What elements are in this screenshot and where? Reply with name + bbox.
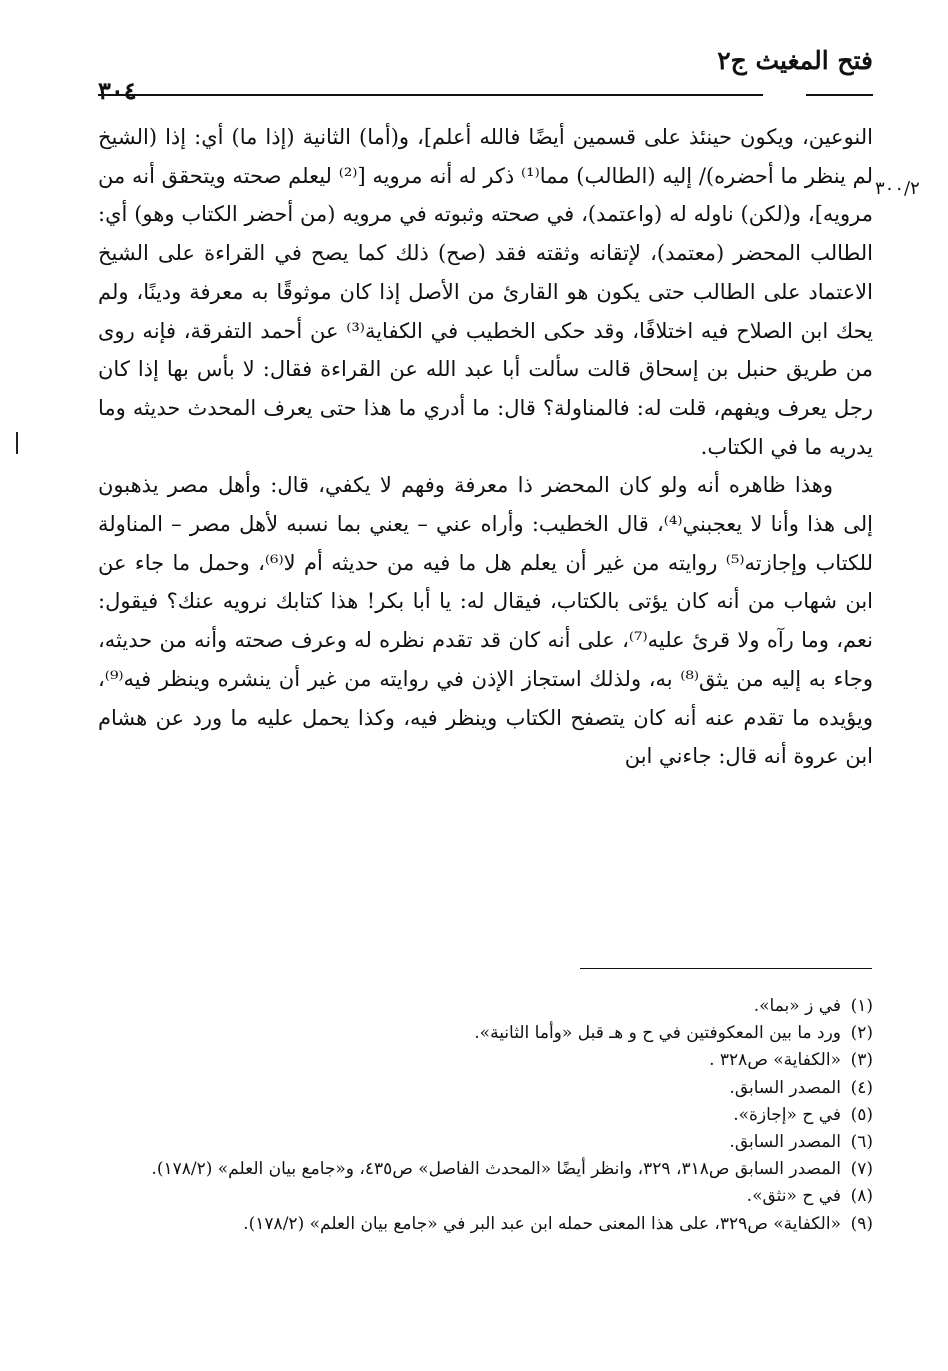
footnote-text: «الكفاية» ص٣٢٨ .	[709, 1050, 841, 1071]
footnote	[98, 1102, 873, 1129]
footnote-number: (٣)	[850, 1050, 873, 1071]
footnote-number: (١)	[850, 996, 873, 1016]
footnote	[98, 1075, 873, 1102]
footnote-number: (٤)	[850, 1077, 873, 1098]
footnotes	[98, 993, 873, 1238]
footnote-text: «الكفاية» ص٣٢٩، على هذا المعنى حمله ابن عبد البر في «جامع بيان العلم» (١٧٨/٢).	[243, 1213, 841, 1234]
footnote	[98, 1047, 873, 1074]
footnote-number: (٧)	[850, 1159, 873, 1180]
footnote-text: المصدر السابق ص٣١٨، ٣٢٩، وانظر أيضًا «المحدث الفاصل» ص٤٣٥، و«جامع بيان العلم» (١٧٨/٢).	[151, 1159, 841, 1180]
footnote-text: المصدر السابق.	[729, 1132, 841, 1153]
footnote	[98, 993, 873, 1020]
text-underline	[580, 968, 872, 969]
footnote	[98, 1183, 873, 1210]
footnote-number: (٢)	[850, 1023, 873, 1044]
footnote-number: (٩)	[850, 1213, 873, 1234]
page-header	[98, 46, 873, 105]
footnote-text: المصدر السابق.	[729, 1077, 841, 1098]
footnote	[98, 1156, 873, 1183]
footnote-text: في ح «نثق».	[746, 1186, 841, 1207]
book-title: فتح المغيث ج٢	[717, 46, 873, 75]
footnote-number: (٥)	[850, 1104, 873, 1125]
footnote-text: ورد ما بين المعكوفتين في ح و هـ قبل «وأما الثانية».	[474, 1023, 841, 1044]
footnote-text: في ح «إجازة».	[733, 1104, 841, 1125]
header-rule	[98, 94, 763, 96]
footnote	[98, 1020, 873, 1047]
footnote	[98, 1211, 873, 1238]
page-number: ٣٠٤	[98, 76, 137, 105]
paragraph-1: النوعين، ويكون حينئذ على قسمين أيضًا فالله أعلم]، و(أما) الثانية (إذا ما) أي: إذا (الشيخ لم ينظر ما أحضره)/ إليه (الطالب) مما⁽¹⁾ ذكر له أنه مرويه [⁽²⁾ ليعلم صحته ويتحقق أنه من مرويه]، و(لكن) ناوله له (واعتمد)، في صحته وثبوته في مرويه (من أحضر الكتاب وهو) أي: الطالب المحضر (معتمد)، لإتقانه وثقته فقد (صح) ذلك كما يصح في القراءة على الشيخ الاعتماد على الطالب حتى يكون هو القارئ من الأصل إذا كان موثوقًا به معرفة ودينًا، ولم يحك ابن الصلاح فيه اختلافًا، وقد حكى الخطيب في الكفاية⁽³⁾ عن أحمد التفرقة، فإنه روى من طريق حنبل بن إسحاق قالت سألت أبا عبد الله عن القراءة فقال: لا بأس بها إذا كان رجل يعرف ويفهم، قلت له: فالمناولة؟ قال: ما أدري ما هذا حتى يعرف المحدث حديثه وما يدريه ما في الكتاب.	[98, 125, 874, 459]
footnote-text: في ز «بما».	[753, 996, 841, 1016]
header-rule-short	[806, 94, 873, 96]
main-text	[98, 118, 873, 776]
scan-mark	[16, 432, 18, 454]
paragraph-2: وهذا ظاهره أنه ولو كان المحضر ذا معرفة وفهم لا يكفي، قال: وأهل مصر يذهبون إلى هذا وأنا لا يعجبني⁽⁴⁾، قال الخطيب: وأراه عني – يعني بما نسبه لأهل مصر – المناولة للكتاب وإجازته⁽⁵⁾ روايته من غير أن يعلم هل ما فيه من حديثه أم لا⁽⁶⁾، وحمل ما جاء عن ابن شهاب من أنه كان يؤتى بالكتاب، فيقال له: يا أبا بكر! هذا كتابك نرويه عنك؟ فيقول: نعم، وما رآه ولا قرئ عليه⁽⁷⁾، على أنه كان قد تقدم نظره له وعرف صحته وأنه من حديثه، وجاء به إليه من يثق⁽⁸⁾ به، ولذلك استجاز الإذن في روايته من غير أن ينشره وينظر فيه⁽⁹⁾، ويؤيده ما تقدم عنه أنه كان يتصفح الكتاب وينظر فيه، وكذا يحمل عليه ما ورد عن هشام ابن عروة أنه قال: جاءني ابن	[98, 473, 873, 769]
footnote	[98, 1129, 873, 1156]
footnote-number: (٨)	[850, 1186, 873, 1207]
margin-reference: ٣٠٠/٢	[875, 178, 920, 199]
footnote-number: (٦)	[850, 1132, 873, 1153]
